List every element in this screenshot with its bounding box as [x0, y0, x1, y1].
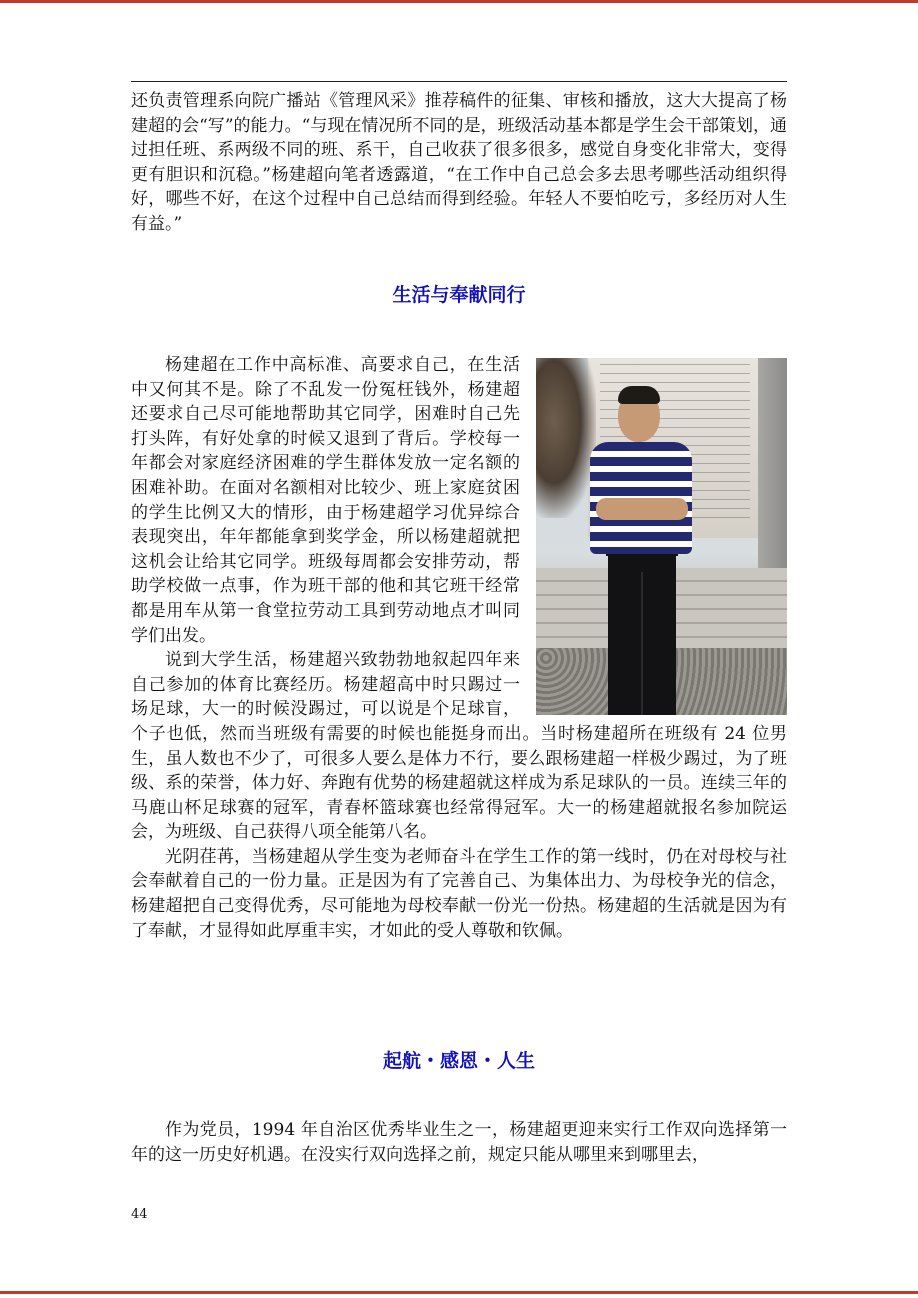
top-border-rule: [0, 0, 918, 3]
photo-person-crossed-arms: [596, 498, 688, 520]
photo-side-wall: [758, 358, 787, 588]
photo-tree: [536, 358, 596, 518]
paragraph-broadcast-station: 还负责管理系向院广播站《管理风采》推荐稿件的征集、审核和播放，这大大提高了杨建超的会“写”的能力。“与现在情况所不同的是，班级活动基本都是学生会干部策划，通过担任班、系两级不同的班、系干，自己收获了很多很多，感觉自身变化非常大，变得更有胆识和沉稳。”杨建超向笔者透露道，“在工作中自己总会多去思考哪些活动组织得好，哪些不好，在这个过程中自己总结而得到经验。年轻人不要怕吃亏，多经历对人生有益。”: [131, 91, 787, 234]
paragraph-helping-classmates: 杨建超在工作中高标准、高要求自己，在生活中又何其不是。除了不乱发一份冤枉钱外，杨建超还要求自己尽可能地帮助其它同学，困难时自己先打头阵，有好处拿的时候又退到了背后。学校每一年都会对家庭经济困难的学生群体发放一定名额的困难补助。在面对名额相对比较少、班上家庭贫困的学生比例又大的情形，由于杨建超学习优异综合表现突出，年年都能拿到奖学金，所以杨建超就把这机会让给其它同学。班级每周都会安排劳动，帮助学校做一点事，作为班干部的他和其它班干经常都是用车从第一食堂拉劳动工具到劳动地点才叫同学们出发。: [131, 355, 520, 646]
bottom-border-rule: [0, 1291, 918, 1294]
section-heading-sail-gratitude-life: 起航・感恩・人生: [382, 1050, 535, 1072]
paragraph-dedication: 光阴荏苒，当杨建超从学生变为老师奋斗在学生工作的第一线时，仍在对母校与社会奉献着自己的一份力量。正是因为有了完善自己、为集体出力、为母校争光的信念，杨建超把自己变得优秀，尽可能地为母校奉献一份光一份热。杨建超的生活就是因为有了奉献，才显得如此厚重丰实，才如此的受人尊敬和钦佩。: [131, 846, 787, 941]
section-body: [131, 353, 787, 943]
section-heading-life-and-dedication: 生活与奉献同行: [392, 284, 526, 306]
photo-person-hair: [618, 386, 660, 404]
page-number: 44: [131, 1207, 148, 1222]
photo-person-trousers: [608, 554, 676, 715]
paragraph-sports-experience: 说到大学生活，杨建超兴致勃勃地叙起四年来自己参加的体育比赛经历。杨建超高中时只踢过一场足球，大一的时候没踢过，可以说是个足球盲，个子也低，然而当班级有需要的时候也能挺身而出。当时杨建超所在班级有 24 位男生，虽人数也不少了，可很多人要么是体力不行，要么跟杨建超一样极少踢过，为了班级、系的荣誉，体力好、奔跑有优势的杨建超就这样成为系足球队的一员。连续三年的马鹿山杯足球赛的冠军，青春杯篮球赛也经常得冠军。大一的杨建超就报名参加院运会，为班级、自己获得八项全能第八名。: [131, 650, 787, 843]
paragraph-party-member: 作为党员，1994 年自治区优秀毕业生之一，杨建超更迎来实行工作双向选择第一年的这一历史好机遇。在没实行双向选择之前，规定只能从哪里来到哪里去，: [131, 1120, 787, 1165]
portrait-photo: [536, 358, 787, 715]
header-rule: [131, 81, 787, 82]
